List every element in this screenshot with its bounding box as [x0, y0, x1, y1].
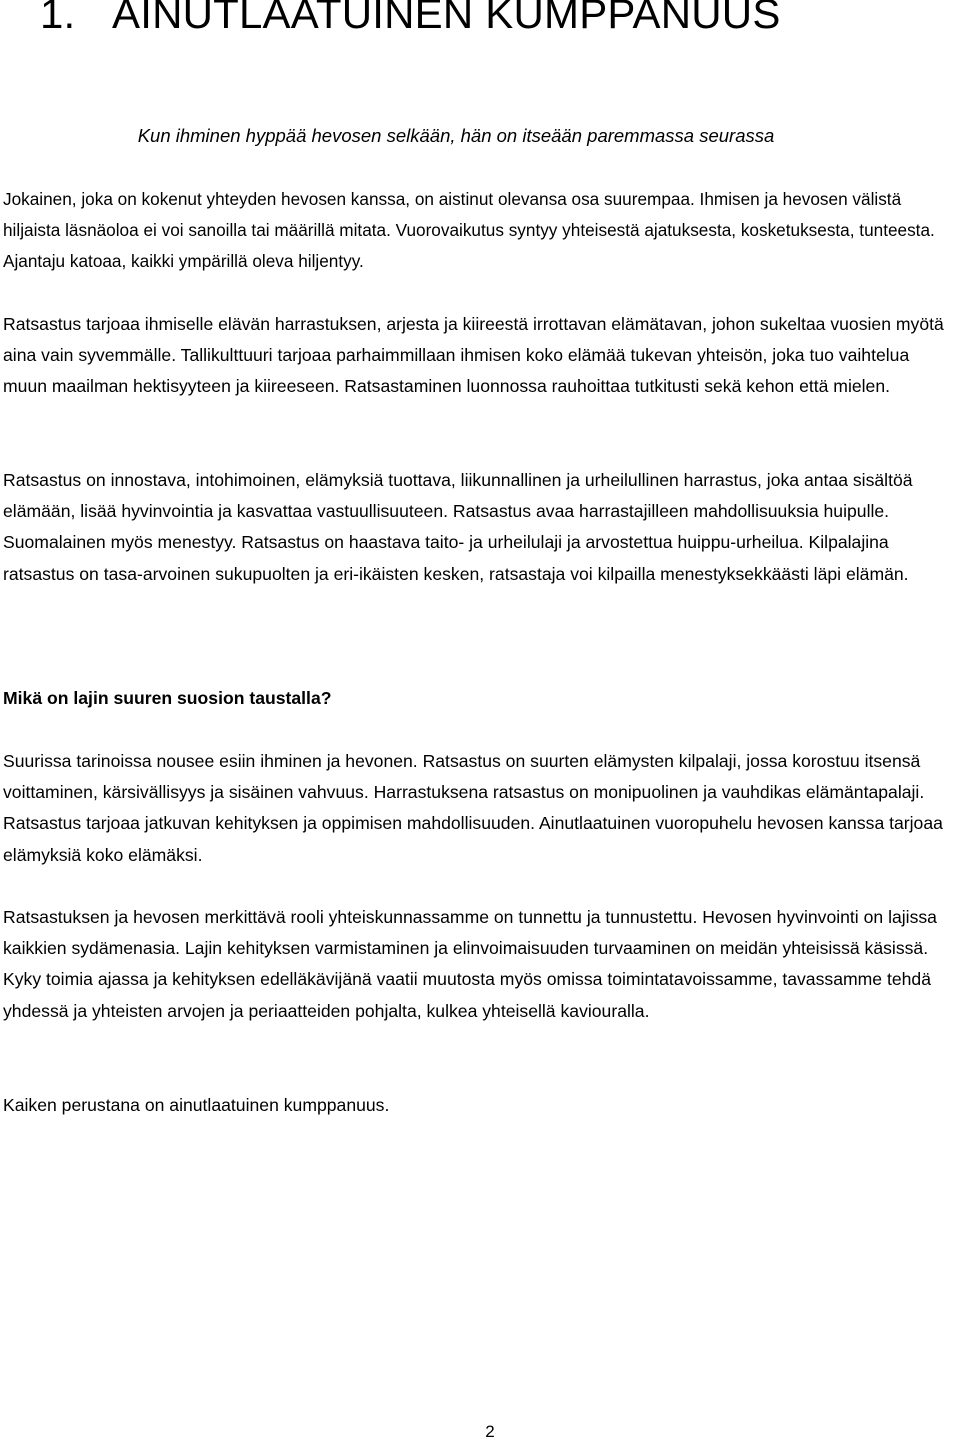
paragraph-2: Ratsastus tarjoaa ihmiselle elävän harrastuksen, arjesta ja kiireestä irrottavan elämätavan, johon sukeltaa vuosien myötä aina vain syvemmälle. Tallikulttuuri tarjoaa parhaimmillaan ihmisen koko elämää tukevan yhteisön, joka tuo vaihtelua muun maailman hektisyyteen ja kiireeseen. Ratsastaminen luonnossa rauhoittaa tutkitusti sekä kehon että mielen.	[3, 314, 944, 397]
page-heading	[0, 0, 960, 44]
paragraph-5: Ratsastuksen ja hevosen merkittävä rooli yhteiskunnassamme on tunnettu ja tunnustettu. Hevosen hyvinvointi on lajissa kaikkien sydämenasia. Lajin kehityksen varmistaminen ja elinvoimaisuuden turvaaminen on meidän yhteisissä käsissä. Kyky toimia ajassa ja kehityksen edelläkävijänä vaatii muutosta myös omissa toimintatavoissamme, tavassamme tehdä yhdessä ja yhteisten arvojen ja periaatteiden pohjalta, kulkea yhteisellä kaviouralla.	[3, 907, 937, 1021]
paragraph-4: Suurissa tarinoissa nousee esiin ihminen ja hevonen. Ratsastus on suurten elämysten kilpalaji, jossa korostuu itsensä voittaminen, kärsivällisyys ja sisäinen vahvuus. Harrastuksena ratsastus on monipuolinen ja vauhdikas elämäntapalaji. Ratsastus tarjoaa jatkuvan kehityksen ja oppimisen mahdollisuuden. Ainutlaatuinen vuoropuhelu hevosen kanssa tarjoaa elämyksiä koko elämäksi.	[3, 751, 943, 865]
paragraph-6: Kaiken perustana on ainutlaatuinen kumppanuus.	[3, 1095, 390, 1115]
italic-subtitle: Kun ihminen hyppää hevosen selkään, hän on itseään paremmassa seurassa	[137, 125, 775, 146]
section-subheading: Mikä on lajin suuren suosion taustalla?	[3, 688, 332, 708]
paragraph-intro: Jokainen, joka on kokenut yhteyden hevosen kanssa, on aistinut olevansa osa suurempaa. Ihmisen ja hevosen välistä hiljaista läsnäoloa ei voi sanoilla tai määrillä mitata. Vuorovaikutus syntyy yhteisestä ajatuksesta, kosketuksesta, tunteesta. Ajantaju katoaa, kaikki ympärillä oleva hiljentyy.	[3, 189, 935, 271]
paragraph-3: Ratsastus on innostava, intohimoinen, elämyksiä tuottava, liikunnallinen ja urheilullinen harrastus, joka antaa sisältöä elämään, lisää hyvinvointia ja kasvattaa vastuullisuuteen. Ratsastus avaa harrastajilleen mahdollisuuksia huipulle. Suomalainen myös menestyy. Ratsastus on haastava taito- ja urheilulaji ja arvostettua huippu-urheilua. Kilpalajina ratsastus on tasa-arvoinen sukupuolten ja eri-ikäisten kesken, ratsastaja voi kilpailla menestyksekkäästi läpi elämän.	[3, 470, 913, 584]
heading-number: 1.	[40, 0, 76, 37]
page-number: 2	[485, 1422, 495, 1441]
heading-text: AINUTLAATUINEN KUMPPANUUS	[112, 0, 781, 37]
